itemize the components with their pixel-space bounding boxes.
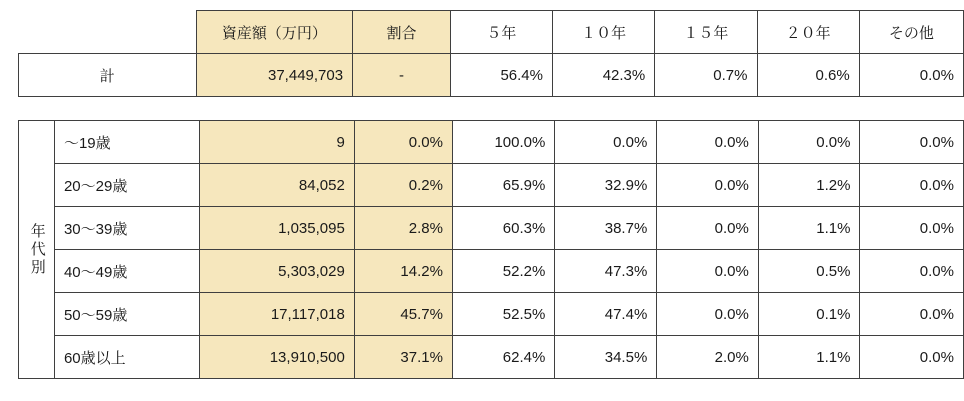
row-y10: 47.4% (555, 293, 657, 336)
total-asset: 37,449,703 (196, 54, 353, 97)
total-ratio: - (353, 54, 451, 97)
column-header-y5: ５年 (450, 11, 552, 54)
table-row (19, 293, 964, 336)
row-ratio: 2.8% (354, 207, 452, 250)
header-spacer-label (19, 11, 54, 54)
row-asset: 17,117,018 (199, 293, 354, 336)
row-y20: 1.1% (758, 336, 860, 379)
row-label: 50～59歳 (54, 293, 199, 336)
row-y10: 34.5% (555, 336, 657, 379)
row-y20: 1.1% (758, 207, 860, 250)
total-row-label: 計 (19, 54, 197, 97)
row-y15: 0.0% (657, 164, 759, 207)
column-header-y10: １０年 (553, 11, 655, 54)
row-y10: 0.0% (555, 121, 657, 164)
row-label: 30～39歳 (54, 207, 199, 250)
row-other: 0.0% (860, 121, 964, 164)
row-y15: 0.0% (657, 207, 759, 250)
row-y15: 0.0% (657, 250, 759, 293)
group-label-age (19, 121, 55, 379)
table-row (19, 207, 964, 250)
row-label: 20～29歳 (54, 164, 199, 207)
row-label: ～19歳 (54, 121, 199, 164)
row-y10: 32.9% (555, 164, 657, 207)
summary-table (18, 10, 964, 97)
table-row (19, 250, 964, 293)
row-other: 0.0% (860, 250, 964, 293)
row-y20: 0.5% (758, 250, 860, 293)
row-y15: 0.0% (657, 293, 759, 336)
row-label: 40～49歳 (54, 250, 199, 293)
row-asset: 1,035,095 (199, 207, 354, 250)
row-y10: 38.7% (555, 207, 657, 250)
table-row (19, 164, 964, 207)
row-other: 0.0% (860, 207, 964, 250)
total-y10: 42.3% (553, 54, 655, 97)
total-row (19, 54, 964, 97)
row-y5: 52.5% (452, 293, 554, 336)
table-header-row (19, 11, 964, 54)
row-ratio: 37.1% (354, 336, 452, 379)
table-row (19, 121, 964, 164)
row-asset: 13,910,500 (199, 336, 354, 379)
row-ratio: 0.0% (354, 121, 452, 164)
row-y5: 60.3% (452, 207, 554, 250)
column-header-y20: ２０年 (757, 11, 859, 54)
row-other: 0.0% (860, 336, 964, 379)
age-breakdown-table (18, 120, 964, 379)
row-y5: 100.0% (452, 121, 554, 164)
row-y20: 1.2% (758, 164, 860, 207)
total-other: 0.0% (859, 54, 963, 97)
table-row (19, 336, 964, 379)
column-header-y15: １５年 (655, 11, 757, 54)
row-y20: 0.1% (758, 293, 860, 336)
group-label-age-text: 年代別 (28, 222, 46, 277)
row-asset: 84,052 (199, 164, 354, 207)
row-y20: 0.0% (758, 121, 860, 164)
column-header-other: その他 (859, 11, 963, 54)
row-asset: 5,303,029 (199, 250, 354, 293)
row-label: 60歳以上 (54, 336, 199, 379)
row-other: 0.0% (860, 293, 964, 336)
row-other: 0.0% (860, 164, 964, 207)
row-ratio: 45.7% (354, 293, 452, 336)
row-ratio: 14.2% (354, 250, 452, 293)
row-y5: 62.4% (452, 336, 554, 379)
total-y5: 56.4% (450, 54, 552, 97)
row-y15: 0.0% (657, 121, 759, 164)
row-y5: 65.9% (452, 164, 554, 207)
row-y5: 52.2% (452, 250, 554, 293)
row-y15: 2.0% (657, 336, 759, 379)
row-asset: 9 (199, 121, 354, 164)
total-y15: 0.7% (655, 54, 757, 97)
header-spacer-row (54, 11, 196, 54)
column-header-ratio: 割合 (353, 11, 451, 54)
column-header-asset: 資産額（万円） (196, 11, 353, 54)
row-ratio: 0.2% (354, 164, 452, 207)
row-y10: 47.3% (555, 250, 657, 293)
total-y20: 0.6% (757, 54, 859, 97)
